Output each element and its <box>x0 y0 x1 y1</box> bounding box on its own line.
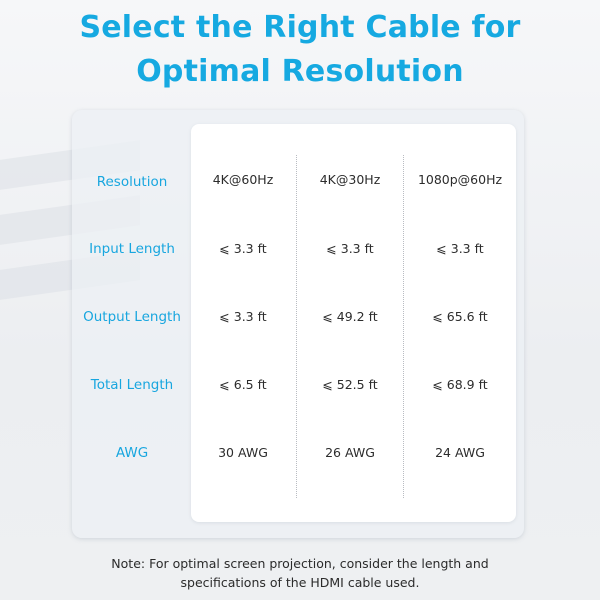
row-label-output-length: Output Length <box>83 309 181 325</box>
cell-output-length-1: ⩽ 3.3 ft <box>219 309 267 324</box>
cell-awg-3: 24 AWG <box>435 445 485 460</box>
title-line-1: Select the Right Cable for <box>79 10 521 45</box>
cell-awg-1: 30 AWG <box>218 445 268 460</box>
cell-input-length-3: ⩽ 3.3 ft <box>436 241 484 256</box>
cell-resolution-1: 4K@60Hz <box>212 172 274 187</box>
row-label-input-length: Input Length <box>89 241 175 257</box>
cell-output-length-2: ⩽ 49.2 ft <box>322 309 378 324</box>
cell-resolution-2: 4K@30Hz <box>319 172 381 187</box>
cell-resolution-3: 1080p@60Hz <box>417 172 503 187</box>
cell-total-length-2: ⩽ 52.5 ft <box>322 377 378 392</box>
page-title <box>0 6 600 94</box>
cell-total-length-3: ⩽ 68.9 ft <box>432 377 488 392</box>
row-label-awg: AWG <box>115 445 149 461</box>
cell-total-length-1: ⩽ 6.5 ft <box>219 377 267 392</box>
column-divider <box>403 155 404 498</box>
row-label-total-length: Total Length <box>90 377 174 393</box>
footnote-line-1: Note: For optimal screen projection, consider the length and <box>111 556 489 571</box>
footnote-line-2: specifications of the HDMI cable used. <box>180 575 420 590</box>
title-line-2: Optimal Resolution <box>136 54 464 89</box>
row-label-resolution: Resolution <box>96 174 168 190</box>
cell-awg-2: 26 AWG <box>325 445 375 460</box>
cell-output-length-3: ⩽ 65.6 ft <box>432 309 488 324</box>
footnote <box>0 554 600 592</box>
cell-input-length-2: ⩽ 3.3 ft <box>326 241 374 256</box>
cell-input-length-1: ⩽ 3.3 ft <box>219 241 267 256</box>
